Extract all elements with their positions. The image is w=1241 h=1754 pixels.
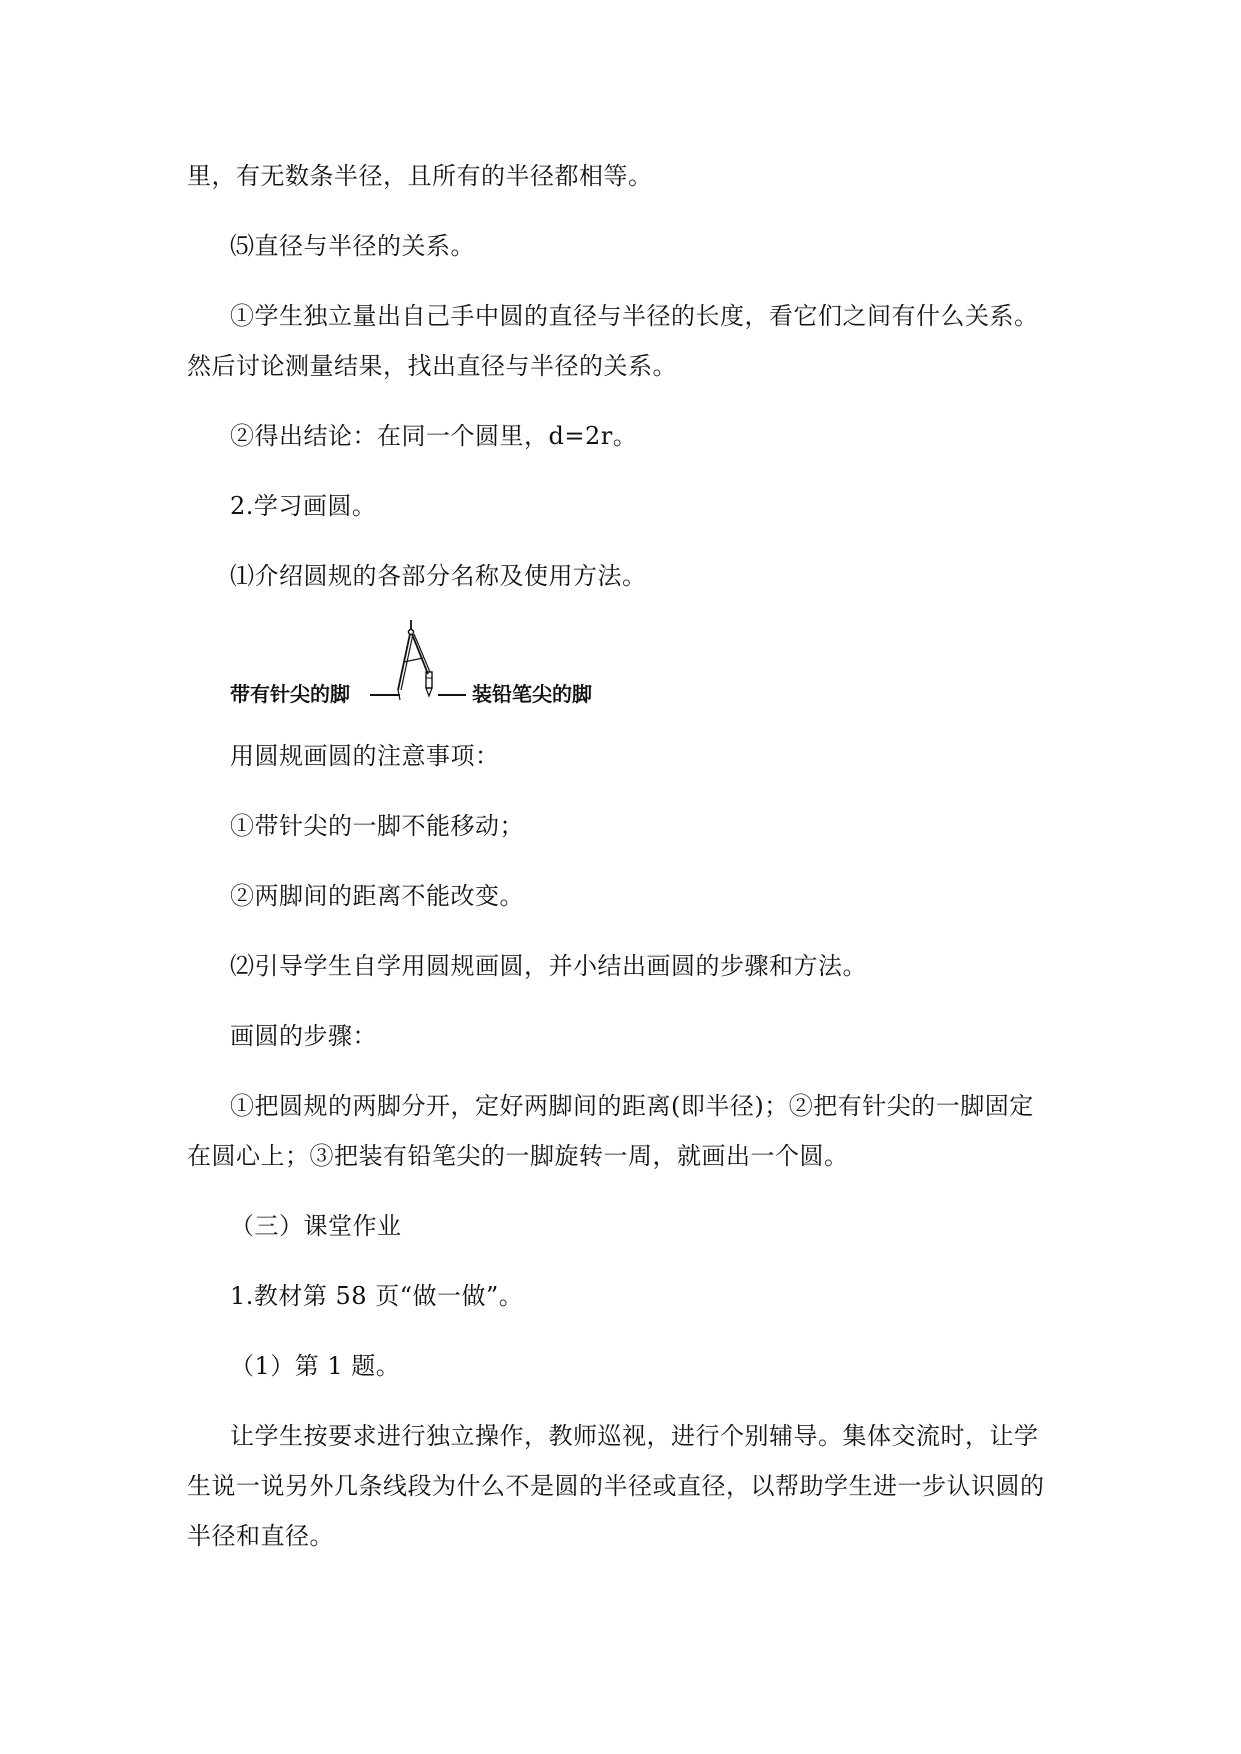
paragraph-line: 画圆的步骤： [230,1022,377,1050]
pencil-leg-leader-line [438,694,466,696]
paragraph-line: 里，有无数条半径，且所有的半径都相等。 [187,162,653,190]
paragraph-line: ①把圆规的两脚分开，定好两脚间的距离(即半径)；②把有针尖的一脚固定 [230,1092,1034,1120]
paragraph-heading: 1.教材第 58 页“做一做”。 [230,1282,524,1310]
paragraph-heading: （1）第 1 题。 [230,1352,401,1380]
paragraph-heading: ⑵引导学生自学用圆规画圆，并小结出画圆的步骤和方法。 [230,952,867,980]
section-heading: （三）课堂作业 [230,1212,402,1240]
paragraph-heading: ⑸直径与半径的关系。 [230,232,475,260]
paragraph-line: ②得出结论：在同一个圆里，d=2r。 [230,422,638,450]
paragraph-heading: 2.学习画圆。 [230,492,377,520]
compass-pencil-leg-label: 装铅笔尖的脚 [472,682,592,706]
paragraph-line: 生说一说另外几条线段为什么不是圆的半径或直径，以帮助学生进一步认识圆的 [187,1472,1045,1500]
paragraph-line: 然后讨论测量结果，找出直径与半径的关系。 [187,352,677,380]
paragraph-line: ②两脚间的距离不能改变。 [230,882,524,910]
compass-icon [366,620,456,700]
paragraph-line: 让学生按要求进行独立操作，教师巡视，进行个别辅导。集体交流时，让学 [230,1422,1039,1450]
paragraph-line: 用圆规画圆的注意事项： [230,742,500,770]
paragraph-line: 在圆心上；③把装有铅笔尖的一脚旋转一周，就画出一个圆。 [187,1142,849,1170]
paragraph-line: ①带针尖的一脚不能移动； [230,812,524,840]
paragraph-line: 半径和直径。 [187,1522,334,1550]
paragraph-line: ①学生独立量出自己手中圆的直径与半径的长度，看它们之间有什么关系。 [230,302,1039,330]
paragraph-heading: ⑴介绍圆规的各部分名称及使用方法。 [230,562,647,590]
compass-needle-leg-label: 带有针尖的脚 [230,682,350,706]
